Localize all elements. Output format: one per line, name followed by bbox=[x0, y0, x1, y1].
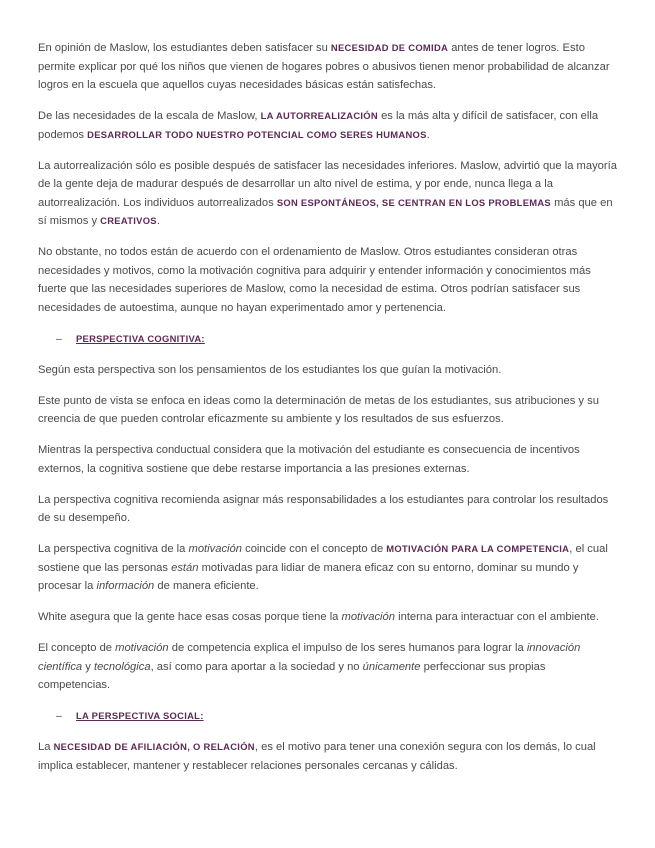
text: La autorrealización sólo es posible después de satisfacer las necesidades inferiores. Maslow, advirtió que la mayoría de la gente deja de madurar después de desarrollar un alto nivel de estima, y por ende, nunca llega a la autorrealización. Los individuos autorrealizados bbox=[38, 159, 617, 209]
heading-cognitive-perspective bbox=[38, 330, 617, 349]
text: perfeccionar sus propias competencias. bbox=[38, 660, 546, 691]
paragraph-white-motivation bbox=[38, 608, 617, 627]
text: es la más alta y difícil de satisfacer, con ella podemos bbox=[38, 110, 599, 141]
text: De las necesidades de la escala de Maslow, bbox=[38, 110, 261, 122]
text: Según esta perspectiva son los pensamientos de los estudiantes los que guían la motivación. bbox=[38, 363, 502, 376]
heading-title: PERSPECTIVA COGNITIVA: bbox=[76, 332, 205, 344]
text: , el cual sostiene que las personas bbox=[38, 543, 608, 574]
text: interna para interactuar con el ambiente. bbox=[395, 611, 599, 623]
paragraph-cognitive-responsibility bbox=[38, 491, 617, 528]
keyword: CREATIVOS bbox=[100, 215, 157, 226]
text: Este punto de vista se enfoca en ideas como la determinación de metas de los estudiantes, sus atribuciones y su creencia de que pueden controlar eficazmente su ambiente y los resultados de sus esfuerzos. bbox=[38, 394, 599, 425]
emphasis: motivación bbox=[188, 543, 242, 555]
text: y bbox=[82, 660, 94, 673]
emphasis: motivación bbox=[341, 611, 395, 623]
text: de competencia explica el impulso de los seres humanos para lograr la bbox=[168, 642, 527, 654]
keyword: NECESIDAD DE AFILIACIÓN, O RELACIÓN bbox=[53, 741, 255, 752]
text: No obstante, no todos están de acuerdo con el ordenamiento de Maslow. Otros estudiantes consideran otras necesidades y motivos, como la motivación cognitiva para adquirir y entender información y conocimientos más fuerte que las necesidades superiores de Maslow, como la necesidad de estima. Otros podrían satisfacer sus necesidades de autoestima, aunque no hayan experimentado amor y pertenencia. bbox=[38, 246, 591, 314]
text: . bbox=[426, 128, 430, 141]
text: La perspectiva cognitiva recomienda asignar más responsabilidades a los estudiantes para controlar los resultados de su desempeño. bbox=[38, 493, 609, 524]
emphasis: únicamente bbox=[362, 660, 421, 673]
text: antes de tener logros. Esto permite explicar por qué los niños que vienen de hogares pobres o abusivos tienen menor probabilidad de alcanzar logros en la escuela que aquellos cuyas necesidades básicas están satisfechas. bbox=[38, 42, 610, 91]
text: White asegura que la gente hace esas cosas porque tiene la bbox=[38, 611, 342, 623]
text: El concepto de bbox=[38, 642, 116, 654]
paragraph-maslow-critique bbox=[38, 243, 617, 317]
paragraph-competence-motivation bbox=[38, 540, 617, 596]
paragraph-self-actualized-individuals bbox=[38, 157, 617, 231]
paragraph-competence-concept bbox=[38, 639, 617, 695]
text: de manera eficiente. bbox=[154, 580, 259, 592]
text: motivadas para lidiar de manera eficaz con su entorno, dominar su mundo y procesar la bbox=[38, 561, 579, 592]
keyword: SON ESPONTÁNEOS, SE CENTRAN EN LOS PROBLEMAS bbox=[276, 196, 551, 208]
emphasis: información bbox=[96, 580, 155, 592]
text: más que en sí mismos y bbox=[38, 196, 613, 227]
text: Mientras la perspectiva conductual considera que la motivación del estudiante es consecuencia de incentivos externos, la cognitiva sostiene que debe restarse importancia a las presiones externas. bbox=[38, 444, 580, 475]
text: La bbox=[38, 741, 54, 753]
keyword: LA AUTORREALIZACIÓN bbox=[260, 110, 378, 121]
text: En opinión de Maslow, los estudiantes deben satisfacer su bbox=[38, 42, 331, 54]
paragraph-self-actualization bbox=[38, 107, 617, 144]
text: , así como para aportar a la sociedad y no bbox=[150, 660, 363, 673]
emphasis: están bbox=[171, 561, 199, 574]
emphasis: motivación bbox=[115, 642, 169, 654]
heading-title: LA PERSPECTIVA SOCIAL: bbox=[76, 710, 204, 721]
paragraph-affiliation-need bbox=[38, 738, 617, 775]
paragraph-cognitive-thoughts bbox=[38, 361, 617, 380]
emphasis: innovación científica bbox=[38, 642, 581, 673]
paragraph-cognitive-goals bbox=[38, 392, 617, 429]
list-dash: – bbox=[56, 332, 62, 345]
keyword: DESARROLLAR TODO NUESTRO POTENCIAL COMO SERES HUMANOS bbox=[87, 128, 427, 140]
text: . bbox=[156, 215, 160, 227]
keyword: MOTIVACIÓN PARA LA COMPETENCIA bbox=[386, 543, 570, 554]
text: La perspectiva cognitiva de la bbox=[38, 543, 189, 555]
text: coincide con el concepto de bbox=[242, 543, 387, 555]
text: , es el motivo para tener una conexión segura con los demás, lo cual implica establecer, mantener y restablecer relaciones personales cercanas y cálidas. bbox=[38, 741, 596, 772]
list-dash: – bbox=[56, 710, 62, 722]
heading-social-perspective bbox=[38, 707, 617, 726]
paragraph-maslow-food-need bbox=[38, 39, 617, 95]
keyword: NECESIDAD DE COMIDA bbox=[330, 42, 449, 53]
emphasis: tecnológica bbox=[93, 660, 151, 673]
paragraph-behavioral-vs-cognitive bbox=[38, 441, 617, 478]
